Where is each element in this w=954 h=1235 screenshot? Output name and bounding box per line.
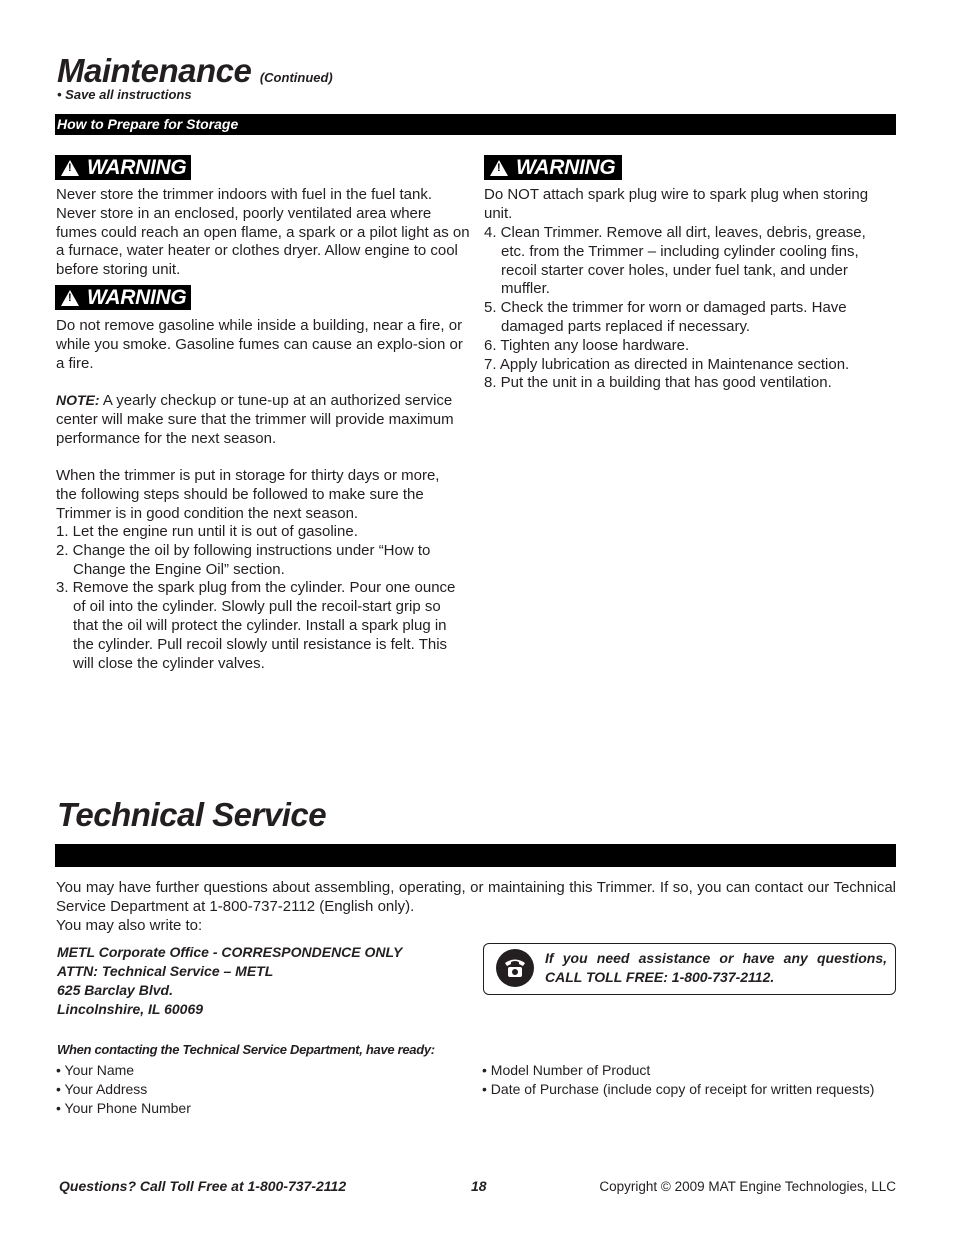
list-item: 8. Put the unit in a building that has good ventilation. [484, 374, 832, 392]
footer-copyright: Copyright © 2009 MAT Engine Technologies, LLC [599, 1179, 896, 1194]
warning-label: WARNING [516, 155, 616, 179]
phone-icon [496, 949, 534, 987]
list-item: 1. Let the engine run until it is out of gasoline. [56, 523, 358, 540]
list-item: 4. Clean Trimmer. Remove all dirt, leaves, debris, grease, etc. from the Trimmer – including cylinder cooling fins, recoil starter cover holes, under fuel tank, and under muffler. [484, 224, 866, 298]
address-line: Lincolnshire, IL 60069 [57, 1001, 204, 1017]
warning-text-1: Never store the trimmer indoors with fuel in the fuel tank. Never store in an enclosed, poorly ventilated area where fumes could reach an open flame, a spark or a pilot light as on a furnace, water heater or clothes dryer. Allow engine to cool before storing unit. [56, 186, 470, 279]
list-item: • Your Address [56, 1081, 148, 1097]
warning-label: WARNING [87, 155, 187, 179]
warning-icon [490, 160, 508, 176]
warning-text-3: Do NOT attach spark plug wire to spark plug when storing unit. [484, 186, 869, 222]
note-label: NOTE: [56, 392, 100, 408]
warning-text-2: Do not remove gasoline while inside a building, near a fire, or while you smoke. Gasoline fumes can cause an explo-sion or a fire. [56, 317, 463, 372]
note-text: A yearly checkup or tune-up at an authorized service center will make sure that the trimmer will provide maximum performance for the next season. [56, 392, 454, 447]
list-item: • Date of Purchase (include copy of receipt for written requests) [482, 1081, 875, 1097]
page-number: 18 [471, 1178, 487, 1194]
warning-icon [61, 290, 79, 306]
list-item: • Your Name [56, 1062, 135, 1078]
warning-icon [61, 160, 79, 176]
page-header [57, 52, 333, 90]
section-bar [55, 114, 896, 135]
storage-steps-left [56, 523, 460, 673]
storage-intro: When the trimmer is put in storage for thirty days or more, the following steps should be followed to make sure the Trimmer is in good condition the next season. [56, 467, 440, 522]
service-intro: You may have further questions about assembling, operating, or maintaining this Trimmer. If so, you can contact our Technical Service Department at 1-800-737-2112 (English only). [56, 879, 896, 915]
have-ready-heading: When contacting the Technical Service Department, have ready: [57, 1042, 435, 1057]
phone-callout [483, 943, 896, 995]
list-item: 7. Apply lubrication as directed in Maintenance section. [484, 355, 850, 373]
footer-left: Questions? Call Toll Free at 1-800-737-2112 [59, 1178, 347, 1194]
phone-callout-text: If you need assistance or have any questions, CALL TOLL FREE: 1-800-737-2112. [545, 950, 887, 985]
page-subtitle: • Save all instructions [57, 87, 192, 102]
service-title: Technical Service [57, 796, 327, 833]
list-item: 2. Change the oil by following instructions under “How to Change the Engine Oil” section. [56, 541, 431, 578]
have-ready-list-left [56, 1061, 191, 1118]
storage-steps-right [484, 224, 884, 393]
list-item: • Model Number of Product [482, 1062, 651, 1078]
service-address [57, 943, 477, 1019]
warning-banner-3 [484, 155, 622, 180]
warning-banner-2 [55, 285, 191, 310]
address-line: METL Corporate Office - CORRESPONDENCE ONLY [57, 944, 403, 960]
warning-label: WARNING [87, 285, 187, 309]
address-line: ATTN: Technical Service – METL [57, 963, 274, 979]
note-paragraph [56, 391, 472, 448]
address-line: 625 Barclay Blvd. [57, 982, 173, 998]
page-title: Maintenance [57, 52, 252, 89]
list-item: 6. Tighten any loose hardware. [484, 336, 690, 354]
list-item: • Your Phone Number [56, 1100, 191, 1116]
continued-label: (Continued) [259, 70, 333, 85]
list-item: 3. Remove the spark plug from the cylinder. Pour one ounce of oil into the cylinder. Slowly pull the recoil-start grip so that the oil will protect the cylinder. Install a spark plug in the cylinder. Pull recoil slowly until resistance is felt. This will close the cylinder valves. [56, 579, 456, 672]
warning-banner-1 [55, 155, 191, 180]
section-bar-label: How to Prepare for Storage [57, 116, 239, 132]
have-ready-list-right [482, 1061, 874, 1099]
list-item: 5. Check the trimmer for worn or damaged parts. Have damaged parts replaced if necessary. [484, 299, 847, 335]
service-write-to: You may also write to: [56, 917, 203, 934]
service-bar [55, 844, 896, 867]
